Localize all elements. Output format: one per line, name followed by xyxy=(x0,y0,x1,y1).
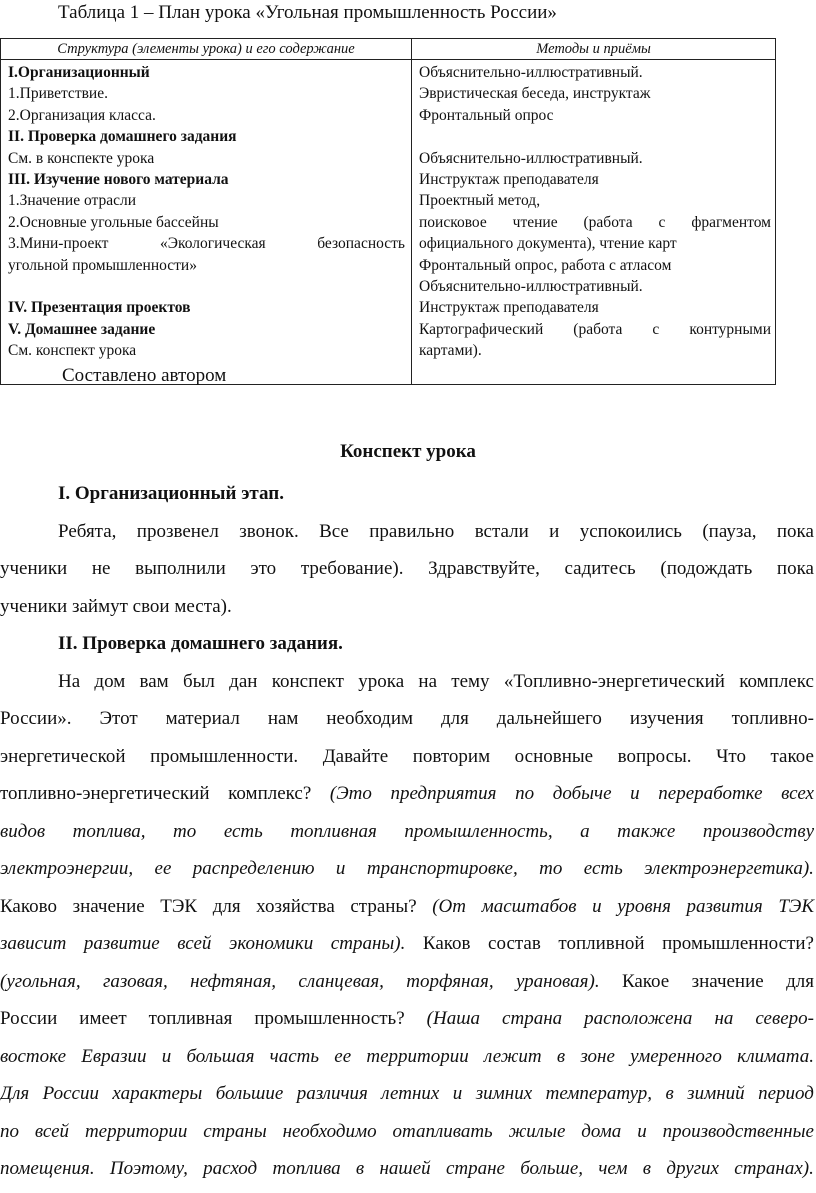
method-row: Фронтальный опрос xyxy=(419,106,554,124)
paragraph-line: (угольная, газовая, нефтяная, сланцевая, торфяная, урановая). Какое значение для xyxy=(0,970,814,992)
paragraph-line: топливно-энергетический комплекс? (Это предприятия по добыче и переработке всех xyxy=(0,783,814,804)
paragraph-line: России». Этот материал нам необходим для дальнейшего изучения топливно- xyxy=(0,708,814,729)
lesson-title: Конспект урока xyxy=(340,441,476,462)
structure-row: 2.Организация класса. xyxy=(8,106,156,124)
paragraph-line: Каково значение ТЭК для хозяйства страны? (От масштабов и уровня развития ТЭК xyxy=(0,895,814,917)
structure-row: 1.Приветствие. xyxy=(8,85,108,103)
structure-row: 2.Основные угольные бассейны xyxy=(8,213,219,231)
paragraph-line: На дом вам был дан конспект урока на тему «Топливно-энергетический комплекс xyxy=(58,670,814,692)
method-row: Инструктаж преподавателя xyxy=(419,299,599,317)
structure-row: III. Изучение нового материала xyxy=(8,170,229,188)
method-row: Объяснительно-иллюстративный. xyxy=(419,149,643,167)
method-row xyxy=(419,126,775,147)
structure-row: угольной промышленности» xyxy=(8,256,197,274)
paragraph-line: Ребята, прозвенел звонок. Все правильно встали и успокоились (пауза, пока xyxy=(58,520,814,542)
structure-row: IV. Презентация проектов xyxy=(8,299,191,317)
structure-row: I.Организационный xyxy=(8,64,150,81)
paragraph-line: России имеет топливная промышленность? (Наша страна расположена на северо- xyxy=(0,1008,814,1029)
paragraph-line: востоке Евразии и большая часть ее территории лежит в зоне умеренного климата. xyxy=(0,1045,814,1067)
paragraph-line: видов топлива, то есть топливная промышленность, а также производству xyxy=(0,820,814,842)
structure-row: II. Проверка домашнего задания xyxy=(8,128,237,146)
paragraph-line: ученики займут свои места). xyxy=(0,595,232,617)
paragraph-line: энергетической промышленности. Давайте повторим основные вопросы. Что такое xyxy=(0,745,814,767)
method-row: Фронтальный опрос, работа с атласом xyxy=(419,256,672,274)
structure-row: См. конспект урока xyxy=(8,342,137,360)
paragraph-line: зависит развитие всей экономики страны). Каков состав топливной промышленности? xyxy=(0,933,814,954)
structure-row: 1.Значение отрасли xyxy=(8,192,137,210)
paragraph-line: по всей территории страны необходимо отапливать жилые дома и производственные xyxy=(0,1120,814,1142)
lesson-plan-table xyxy=(0,38,776,385)
paragraph-line: Для России характеры большие различия летних и зимних температур, в зимний период xyxy=(0,1083,814,1104)
lesson-body xyxy=(0,475,814,1188)
method-row: официального документа), чтение карт xyxy=(419,235,677,253)
method-row: Картографический (работа с контурными xyxy=(419,320,771,338)
table-header-structure: Структура (элементы урока) и его содержание xyxy=(1,39,412,60)
paragraph-line: помещения. Поэтому, расход топлива в нашей стране больше, чем в других странах). xyxy=(0,1158,814,1179)
structure-row: 3.Мини-проект «Экологическая безопасность xyxy=(8,235,405,253)
method-row: поисковое чтение (работа с фрагментом xyxy=(419,213,771,231)
table-header-methods: Методы и приёмы xyxy=(412,39,776,60)
method-row: Объяснительно-иллюстративный. xyxy=(419,64,643,81)
method-row: Проектный метод, xyxy=(419,192,541,210)
table-cell-methods xyxy=(412,60,776,385)
method-row: картами). xyxy=(419,342,482,360)
paragraph-line: электроэнергии, ее распределению и транспортировке, то есть электроэнергетика). xyxy=(0,858,814,879)
method-row: Объяснительно-иллюстративный. xyxy=(419,277,643,295)
section-heading-homework-check: II. Проверка домашнего задания. xyxy=(58,633,343,654)
method-row: Инструктаж преподавателя xyxy=(419,170,599,188)
table-cell-structure xyxy=(1,60,412,385)
structure-row: V. Домашнее задание xyxy=(8,320,156,338)
method-row: Эвристическая беседа, инструктаж xyxy=(419,85,651,103)
structure-row: См. в конспекте урока xyxy=(8,149,155,167)
table-caption: Таблица 1 – План урока «Угольная промышленность России» xyxy=(58,2,557,23)
section-heading-organizational: I. Организационный этап. xyxy=(58,483,284,504)
paragraph-line: ученики не выполнили это требование). Здравствуйте, садитесь (подождать пока xyxy=(0,558,814,579)
table-source-note: Составлено автором xyxy=(62,365,227,386)
structure-row xyxy=(8,276,411,297)
